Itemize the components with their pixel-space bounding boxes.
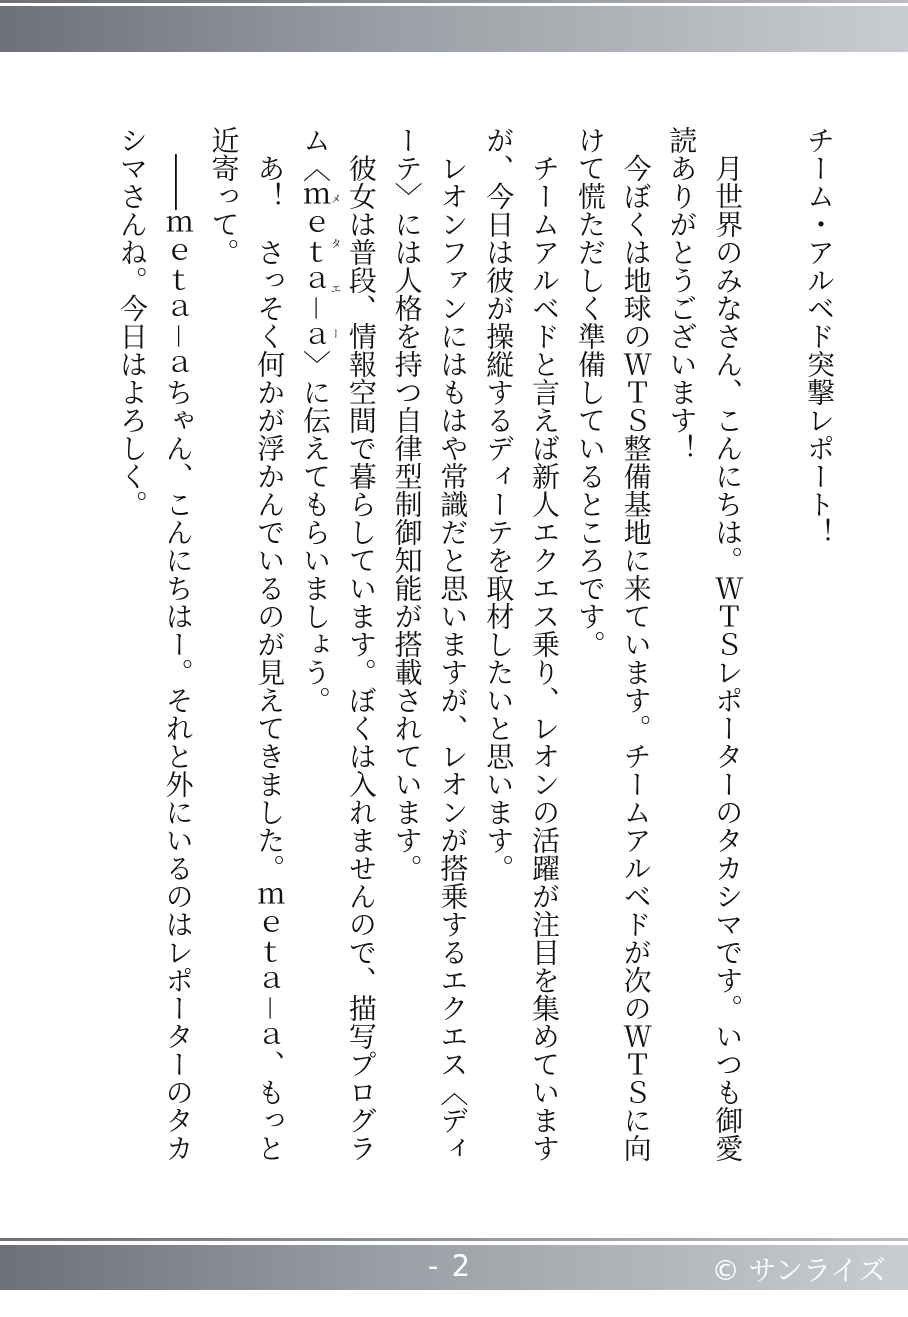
paragraph-program [292,126,384,1186]
program-text-before: 彼女は普段、情報空間で暮らしています。ぼくは入れませんので、描写プログラム〈 [299,126,378,1162]
paragraph-ai-explanation: レオンファンにはもはや常識だと思いますが、レオンが搭乗するエクエス〈ディーテ〉には人格を持つ自律型制御知能が搭載されています。 [390,126,470,1162]
footer-rule [0,1238,908,1241]
meta-a-ruby [299,182,343,351]
meta-a-reading: メタエー [329,182,343,351]
header-rule [0,0,908,3]
paragraph-dialogue: ――ｍｅｔａ－ａちゃん、こんにちはー。それと外にいるのはレポーターのタカシマさんね。今日はよろしく。 [115,126,195,1163]
article-body [109,126,842,1186]
page-number: - 2 - [427,1249,473,1317]
copyright-notice: © サンライズ [711,1254,886,1287]
paragraph-greeting: 月世界のみなさん、こんにちは。ＷＴＳレポーターのタカシマです。いつも御愛読ありがとうございます！ [665,126,745,1162]
paragraph-arrival: あ！ さっそく何かが浮かんでいるのが見えてきました。ｍｅｔａ－ａ、もっと近寄って。 [207,126,287,1163]
article-title: チーム・アルベド突撃レポート！ [803,126,836,546]
paragraph-introduction: チームアルベドと言えば新人エクエス乗り、レオンの活躍が注目を集めていますが、今日は彼が操縦するディーテを取材したいと思います。 [482,126,562,1162]
meta-a-base: ｍｅｔａ－ａ [299,182,333,351]
program-text-after: 〉に伝えてもらいましょう。 [299,350,333,715]
paragraph-location: 今ぼくは地球のＷＴＳ整備基地に来ています。チームアルベドが次のＷＴＳに向けて慌ただしく準備しているところです。 [573,126,653,1162]
header-bar [0,6,908,52]
